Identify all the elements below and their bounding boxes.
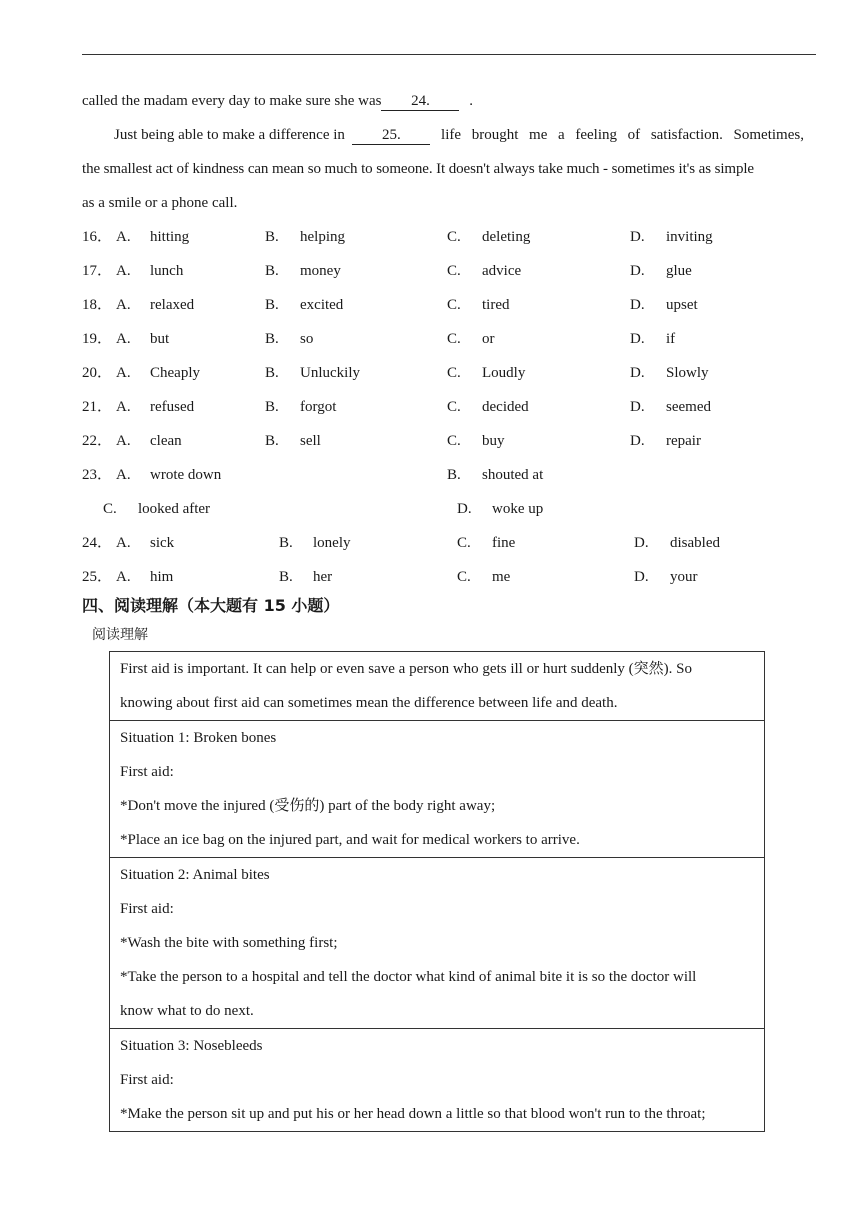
passage-line-2: Just being able to make a difference in 25. life brought me a feeling of satisfaction. Sometimes, bbox=[114, 127, 804, 143]
question-22: 22． A. clean B. sell C. buy D. repair bbox=[82, 433, 701, 449]
question-24: 24． A. sick B. lonely C. fine D. disabled bbox=[82, 535, 720, 551]
header-rule bbox=[82, 54, 816, 55]
section-subtitle: 阅读理解 bbox=[92, 627, 148, 643]
question-18: 18． A. relaxed B. excited C. tired D. upset bbox=[82, 297, 698, 313]
question-19: 19． A. but B. so C. or D. if bbox=[82, 331, 676, 347]
question-16: 16． A. hitting B. helping C. deleting D. inviting bbox=[82, 229, 713, 245]
question-20: 20． A. Cheaply B. Unluckily C. Loudly D. Slowly bbox=[82, 365, 709, 381]
question-25: 25． A. him B. her C. me D. your bbox=[82, 569, 698, 585]
question-21: 21． A. refused B. forgot C. decided D. seemed bbox=[82, 399, 711, 415]
table-cell-situation-2: Situation 2: Animal bites First aid: *Wash the bite with something first; *Take the person to a hospital and tell the doctor what kind of animal bite it is so the doctor will know what to do next. bbox=[110, 857, 764, 1028]
blank-25: 25. bbox=[352, 127, 430, 145]
passage-line-4: as a smile or a phone call. bbox=[82, 195, 238, 211]
table-cell-situation-3: Situation 3: Nosebleeds First aid: *Make the person sit up and put his or her head down a little so that blood won't run to the throat; bbox=[110, 1028, 764, 1131]
blank-24: 24. bbox=[381, 93, 459, 111]
table-cell-intro: First aid is important. It can help or even save a person who gets ill or hurt suddenly (突然). So knowing about first aid can sometimes mean the difference between life and death. bbox=[120, 661, 692, 711]
question-23-cont: C. looked after D. woke up bbox=[103, 501, 544, 517]
table-cell-situation-1: Situation 1: Broken bones First aid: *Don't move the injured (受伤的) part of the body right away; *Place an ice bag on the injured part, and wait for medical workers to arrive. bbox=[110, 720, 764, 857]
section-title: 四、阅读理解（本大题有 15 小题） bbox=[82, 596, 340, 615]
passage-line-3: the smallest act of kindness can mean so much to someone. It doesn't always take much - sometimes it's as simple bbox=[82, 161, 754, 177]
reading-table bbox=[109, 651, 765, 1132]
question-17: 17． A. lunch B. money C. advice D. glue bbox=[82, 263, 692, 279]
passage-line-1: called the madam every day to make sure she was 24. . bbox=[82, 93, 473, 109]
question-23: 23． A. wrote down B. shouted at bbox=[82, 467, 544, 483]
